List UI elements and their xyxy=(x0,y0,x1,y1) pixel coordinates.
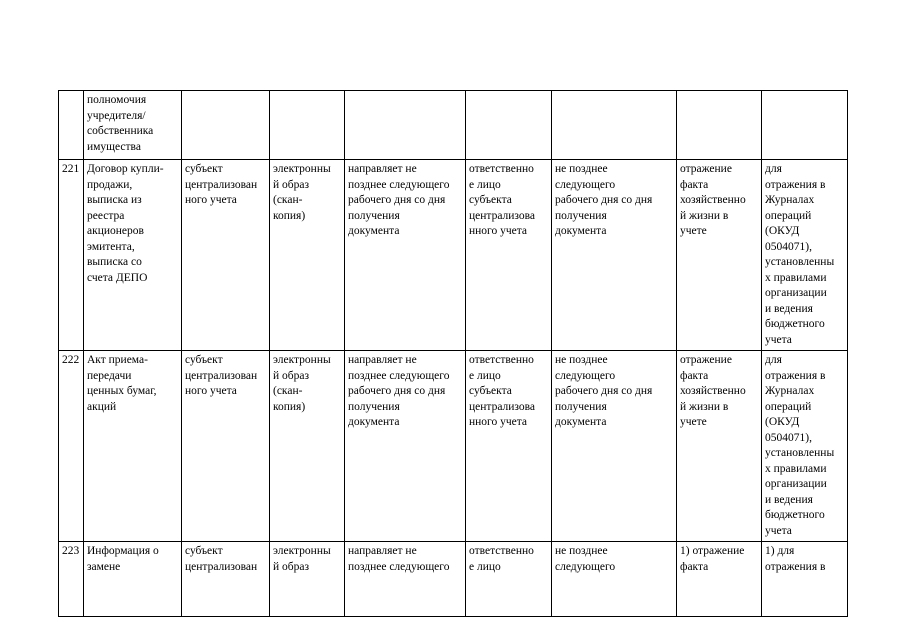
purpose-cell xyxy=(677,91,762,160)
term-cell: не позднее следующего рабочего дня со дня получения документа xyxy=(552,160,677,351)
responsible-person-cell: ответственно е лицо субъекта централизова нного учета xyxy=(466,351,552,542)
document-name-cell: Информация о замене xyxy=(84,542,182,617)
purpose-cell: отражение факта хозяйственно й жизни в учете xyxy=(677,351,762,542)
row-number-cell: 223 xyxy=(59,542,84,617)
submitter-cell: субъект централизован ного учета xyxy=(182,160,270,351)
register-cell: для отражения в Журналах операций (ОКУД 0504071), установленны х правилами организации и ведения бюджетного учета xyxy=(762,351,848,542)
register-cell: 1) для отражения в xyxy=(762,542,848,617)
purpose-cell: 1) отражение факта xyxy=(677,542,762,617)
term-cell: не позднее следующего xyxy=(552,542,677,617)
document-name-cell: полномочия учредителя/ собственника имущества xyxy=(84,91,182,160)
submission-method-cell: направляет не позднее следующего рабочего дня со дня получения документа xyxy=(345,351,466,542)
responsible-person-cell: ответственно е лицо субъекта централизова нного учета xyxy=(466,160,552,351)
table-row xyxy=(59,542,848,617)
submitter-cell: субъект централизован ного учета xyxy=(182,351,270,542)
term-cell xyxy=(552,91,677,160)
register-cell xyxy=(762,91,848,160)
document-table xyxy=(58,90,848,617)
document-form-cell: электронны й образ (скан- копия) xyxy=(270,160,345,351)
document-name-cell: Акт приема- передачи ценных бумаг, акций xyxy=(84,351,182,542)
row-number-cell: 222 xyxy=(59,351,84,542)
table-row xyxy=(59,160,848,351)
document-form-cell xyxy=(270,91,345,160)
table-row xyxy=(59,91,848,160)
document-form-cell: электронны й образ xyxy=(270,542,345,617)
submitter-cell xyxy=(182,91,270,160)
submission-method-cell: направляет не позднее следующего xyxy=(345,542,466,617)
document-form-cell: электронны й образ (скан- копия) xyxy=(270,351,345,542)
document-name-cell: Договор купли- продажи, выписка из реестра акционеров эмитента, выписка со счета ДЕПО xyxy=(84,160,182,351)
register-cell: для отражения в Журналах операций (ОКУД 0504071), установленны х правилами организации и ведения бюджетного учета xyxy=(762,160,848,351)
submitter-cell: субъект централизован xyxy=(182,542,270,617)
submission-method-cell xyxy=(345,91,466,160)
responsible-person-cell xyxy=(466,91,552,160)
responsible-person-cell: ответственно е лицо xyxy=(466,542,552,617)
table-row xyxy=(59,351,848,542)
row-number-cell xyxy=(59,91,84,160)
submission-method-cell: направляет не позднее следующего рабочего дня со дня получения документа xyxy=(345,160,466,351)
term-cell: не позднее следующего рабочего дня со дня получения документа xyxy=(552,351,677,542)
row-number-cell: 221 xyxy=(59,160,84,351)
purpose-cell: отражение факта хозяйственно й жизни в учете xyxy=(677,160,762,351)
